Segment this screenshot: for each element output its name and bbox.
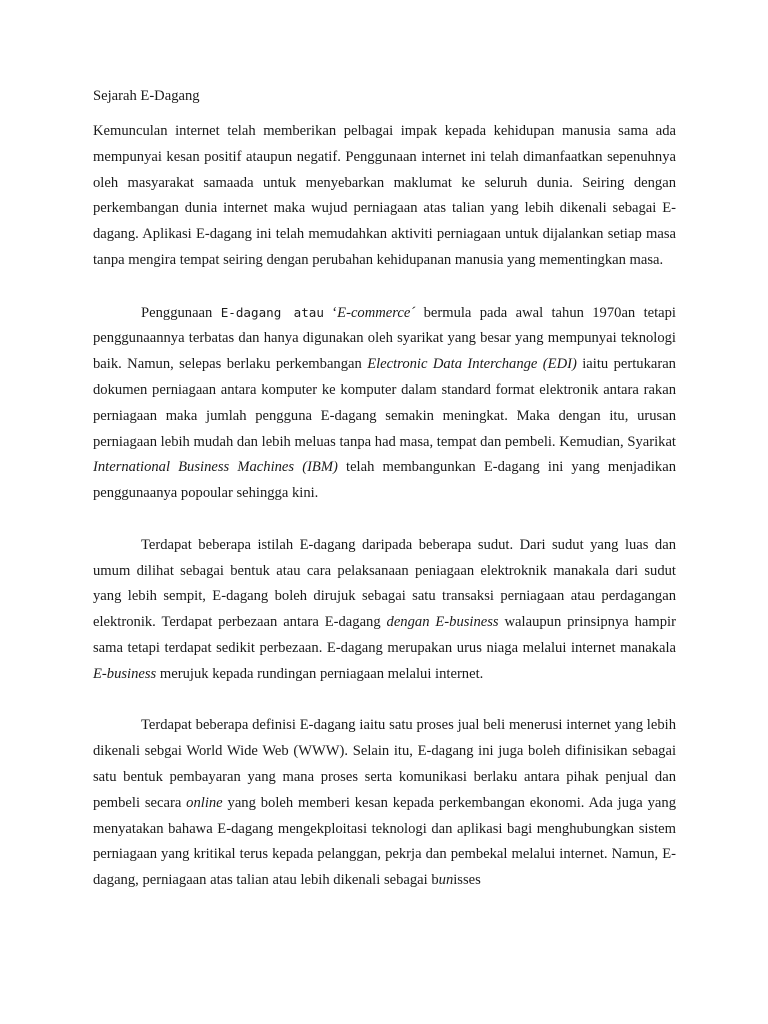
p4-text-e: isses [453,872,481,889]
p2-ecommerce: E-commerce´ [337,304,416,321]
paragraph-1: Kemunculan internet telah memberikan pelbagai impak kepada kehidupan manusia sama ada mempunyai kesan positif ataupun negatif. Penggunaan internet ini telah dimanfaatkan sepenuhnya oleh masyarakat samaada untuk menyebarkan maklumat ke seluruh dunia. Seiring dengan perkembangan dunia internet maka wujud perniagaan atas talian yang lebih dikenali sebagai E-dagang. Aplikasi E-dagang ini telah memudahkan aktiviti perniagaan untuk dijalankan setiap masa tanpa mengira tempat seiring dengan perubahan kehidupanan manusia yang mementingkan masa. [93,123,676,268]
p2-text-b: E-dagang atau [220,304,324,320]
paragraph-3 [93,533,676,688]
p2-text-a: Penggunaan [141,304,213,321]
p2-text-e: bermula pada awal tahun 1970an tetapi penggunaannya terbatas dan hanya digunakan oleh syarikat yang besar yang mempunyai teknologi baik. Namun, selepas berlaku perkembangan [93,304,676,373]
p3-text-e: merujuk kepada rundingan perniagaan melalui internet. [159,665,484,682]
p2-ibm: International Business Machines (IBM) [93,459,338,476]
p4-text-a: Terdapat beberapa definisi E-dagang iaitu satu proses jual beli menerusi internet yang lebih dikenali sebgai World Wide Web (WWW). Selain itu, E-dagang ini juga boleh difinisikan sebagai satu bentuk pembayaran yang mana proses serta komunikasi berlaku antara pihak penjual dan pembeli secara [93,717,676,811]
paragraph-2 [93,300,676,507]
p3-dengan-ebusiness: dengan E-business [386,614,499,631]
p4-un: un [438,872,454,889]
p4-online: online [186,794,223,811]
p2-text-i: telah membangunkan E-dagang ini yang menjadikan penggunaanya popoular sehingga kini. [93,459,676,502]
p3-text-c: walaupun prinsipnya hampir sama tetapi terdapat sedikit perbezaan. E-dagang merupakan urus niaga melalui internet manakala [93,614,676,656]
paragraph-4 [93,713,676,894]
p2-edi: Electronic Data Interchange (EDI) [367,356,577,373]
p2-text-c: ‘ [332,304,338,321]
p2-text-g: iaitu pertukaran dokumen perniagaan antara komputer ke komputer dalam standard format elektronik antara rakan perniagaan maka jumlah pengguna E-dagang semakin meningkat. Maka dengan itu, urusan perniagaan lebih mudah dan lebih meluas tanpa had masa, tempat dan pembeli. Kemudian, Syarikat [93,356,676,450]
p3-text-a: Terdapat beberapa istilah E-dagang daripada beberapa sudut. Dari sudut yang luas dan umum dilihat sebagai bentuk atau cara pelaksanaan peniagaan elektroknik manakala dari sudut yang lebih sempit, E-dagang boleh dirujuk sebagai satu transaksi perniagaan atau perdagangan elektronik. Terdapat perbezaan antara E-dagang [93,536,676,631]
document-title: Sejarah E-Dagang [93,88,200,104]
p3-ebusiness: E-business [93,665,157,682]
p4-text-c: yang boleh memberi kesan kepada perkembangan ekonomi. Ada juga yang menyatakan bahawa E-dagang mengekploitasi teknologi dan aplikasi bagi menghubungkan sistem perniagaan yang kritikal terus kepada pelanggan, pekrja dan pembekal melalui internet. Namun, E-dagang, perniagaan atas talian atau lebih dikenali sebagai b [93,794,677,889]
